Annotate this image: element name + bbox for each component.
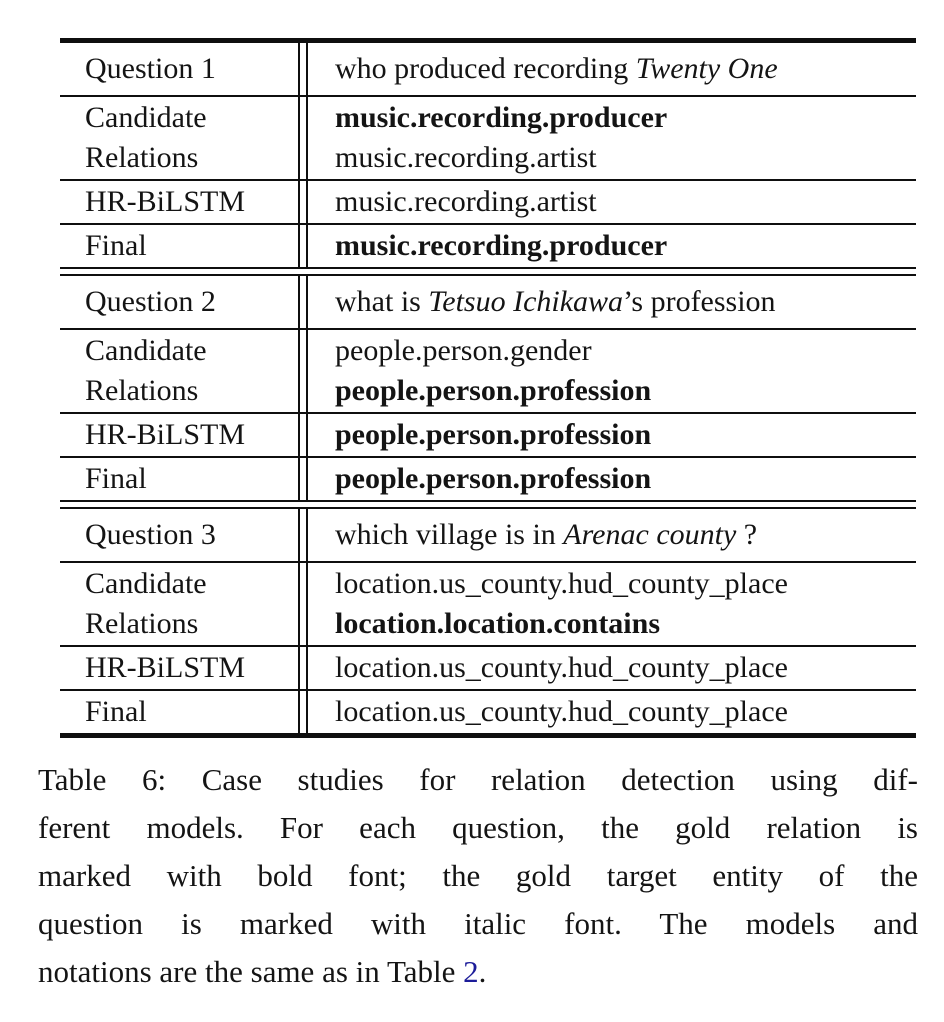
table-2-reference-link[interactable]: 2 — [463, 954, 479, 989]
content-line — [335, 692, 910, 732]
row-content-cell — [298, 459, 916, 499]
row-label-line: Relations — [85, 374, 199, 407]
row-label-cell — [60, 415, 298, 455]
row-label-line: Question 1 — [85, 52, 216, 85]
row-label-cell — [60, 98, 298, 178]
row-content-cell — [298, 564, 916, 644]
row-label-cell — [60, 509, 298, 561]
text-segment: Tetsuo Ichikawa — [428, 285, 624, 318]
table-caption — [38, 756, 918, 996]
text-segment: music.recording.producer — [335, 101, 668, 134]
row-label-line: HR-BiLSTM — [85, 185, 246, 218]
block-separator-rule — [60, 500, 916, 509]
content-line — [335, 371, 910, 411]
text-segment: marked with bold font; the gold target entity of the — [38, 858, 918, 893]
content-line — [335, 43, 910, 95]
table-row-model — [60, 414, 916, 456]
text-segment: question is marked with italic font. The models and — [38, 906, 918, 941]
text-segment: Twenty One — [635, 52, 778, 85]
table-row-question — [60, 509, 916, 561]
content-line — [335, 331, 910, 371]
content-line — [335, 226, 910, 266]
content-line — [335, 564, 910, 604]
question-block — [60, 276, 916, 500]
question-block — [60, 509, 916, 733]
row-label-cell — [60, 226, 298, 266]
table-row-final — [60, 225, 916, 267]
row-content-cell — [298, 509, 916, 561]
content-line — [335, 509, 910, 561]
text-segment: location.us_county.hud_county_place — [335, 695, 788, 728]
row-label-cell — [60, 564, 298, 644]
table-row-question — [60, 276, 916, 328]
table-row-candidates — [60, 97, 916, 179]
content-line — [335, 459, 910, 499]
row-label-line: Question 3 — [85, 518, 216, 551]
row-content-cell — [298, 276, 916, 328]
row-label-line: Relations — [85, 607, 199, 640]
row-label-cell — [60, 331, 298, 411]
row-label-cell — [60, 182, 298, 222]
text-segment: music.recording.producer — [335, 229, 668, 262]
content-line — [335, 276, 910, 328]
caption-line — [38, 900, 918, 948]
row-content-cell — [298, 43, 916, 95]
row-content-cell — [298, 692, 916, 732]
row-content-cell — [298, 415, 916, 455]
text-segment: location.location.contains — [335, 607, 661, 640]
caption-line — [38, 948, 918, 996]
column-separator-line — [306, 509, 308, 733]
table-blocks — [60, 43, 916, 733]
column-separator-line — [298, 509, 300, 733]
table-row-final — [60, 691, 916, 733]
row-content-cell — [298, 182, 916, 222]
text-segment: ’s profession — [623, 285, 776, 318]
column-separator-line — [298, 276, 300, 500]
text-segment: music.recording.artist — [335, 141, 597, 174]
column-separator-line — [306, 43, 308, 267]
row-label-line: Final — [85, 229, 147, 262]
text-segment: location.us_county.hud_county_place — [335, 567, 788, 600]
table-row-model — [60, 647, 916, 689]
row-content-cell — [298, 648, 916, 688]
text-segment: location.us_county.hud_county_place — [335, 651, 788, 684]
text-segment: people.person.profession — [335, 418, 652, 451]
table-row-question — [60, 43, 916, 95]
row-label-line: HR-BiLSTM — [85, 418, 246, 451]
text-segment: . — [478, 954, 487, 989]
table-bottom-rule — [60, 733, 916, 738]
text-segment: ? — [736, 518, 758, 551]
text-segment: people.person.gender — [335, 334, 592, 367]
row-label-line: Candidate — [85, 334, 207, 367]
table-row-candidates — [60, 330, 916, 412]
text-segment: which village is in — [335, 518, 564, 551]
block-separator-rule — [60, 267, 916, 276]
row-content-cell — [298, 98, 916, 178]
row-label-line: Relations — [85, 141, 199, 174]
row-label-line: Candidate — [85, 567, 207, 600]
caption-line — [38, 852, 918, 900]
text-segment: who produced recording — [335, 52, 636, 85]
content-line — [335, 138, 910, 178]
row-label-cell — [60, 459, 298, 499]
caption-line — [38, 756, 918, 804]
text-segment: notations are the same as in Table — [38, 954, 464, 989]
text-segment: ferent models. For each question, the gold relation is — [38, 810, 918, 845]
text-segment: Arenac county — [563, 518, 737, 551]
row-label-cell — [60, 692, 298, 732]
question-block — [60, 43, 916, 267]
content-line — [335, 604, 910, 644]
row-label-line: HR-BiLSTM — [85, 651, 246, 684]
table-row-candidates — [60, 563, 916, 645]
content-line — [335, 98, 910, 138]
text-segment: what is — [335, 285, 429, 318]
row-label-cell — [60, 276, 298, 328]
column-separator-line — [298, 43, 300, 267]
row-content-cell — [298, 226, 916, 266]
row-label-line: Final — [85, 695, 147, 728]
text-segment: people.person.profession — [335, 374, 652, 407]
row-label-cell — [60, 43, 298, 95]
row-label-line: Question 2 — [85, 285, 216, 318]
row-label-line: Final — [85, 462, 147, 495]
content-line — [335, 182, 910, 222]
table-row-model — [60, 181, 916, 223]
column-separator-line — [306, 276, 308, 500]
caption-line — [38, 804, 918, 852]
row-label-line: Candidate — [85, 101, 207, 134]
row-content-cell — [298, 331, 916, 411]
text-segment: Table 6: Case studies for relation detection using dif- — [38, 762, 918, 797]
content-line — [335, 648, 910, 688]
case-study-table — [60, 38, 916, 738]
table-row-final — [60, 458, 916, 500]
text-segment: music.recording.artist — [335, 185, 597, 218]
content-line — [335, 415, 910, 455]
text-segment: people.person.profession — [335, 462, 652, 495]
row-label-cell — [60, 648, 298, 688]
